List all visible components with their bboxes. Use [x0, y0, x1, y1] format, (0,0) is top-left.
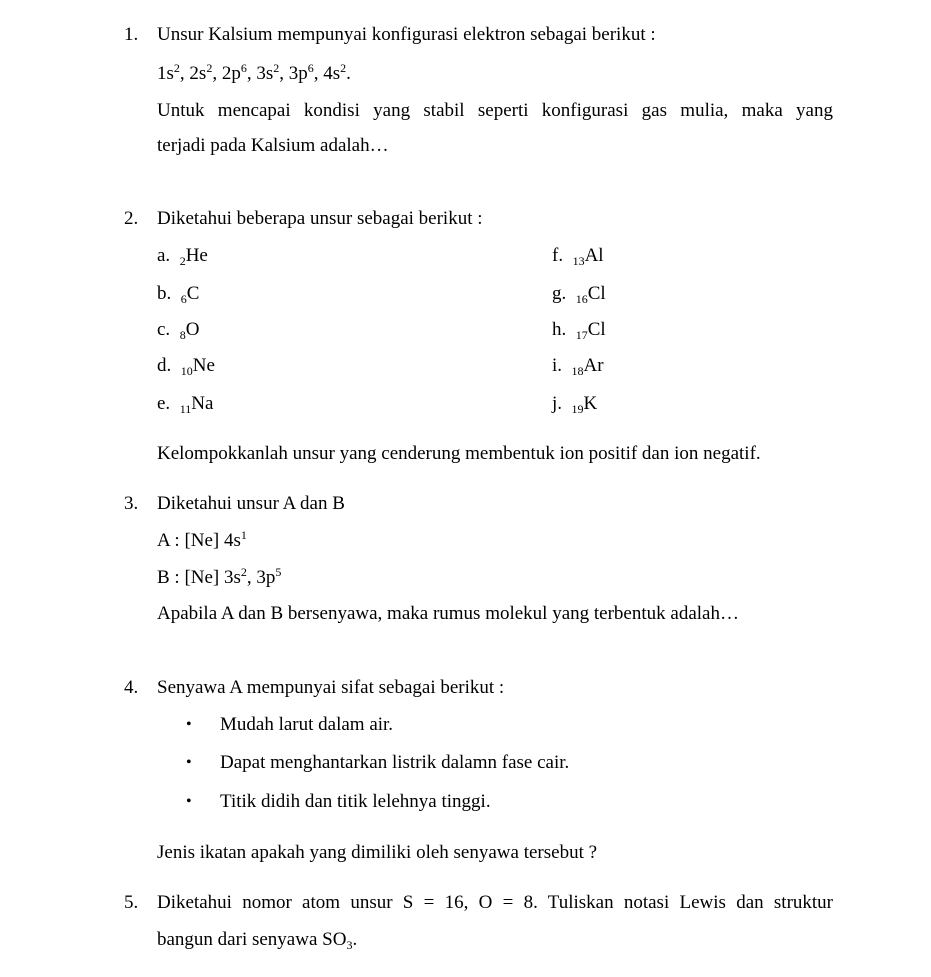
- q4-bullet-1: Mudah larut dalam air.: [220, 714, 394, 735]
- q2-option-d: d. $_{10}$Ne: [157, 355, 215, 378]
- q2-text: Diketahui beberapa unsur sebagai berikut :: [157, 208, 483, 229]
- q2-instruction: Kelompokkanlah unsur yang cenderung membentuk ion positif dan ion negatif.: [157, 443, 761, 464]
- q2-option-g: g. $_{16}$Cl: [552, 283, 606, 306]
- q2-option-c: c. $_8$O: [157, 319, 200, 342]
- q1-config: $1s^2$, $2s^2$, $2p^6$, $3s^2$, $3p^6$, $4s^2$.: [157, 61, 351, 84]
- bullet-icon: •: [186, 754, 192, 771]
- q2-option-h: h. $_{17}$Cl: [552, 319, 606, 342]
- q5-number: 5.: [124, 892, 139, 913]
- q1-paragraph-line2: terjadi pada Kalsium adalah…: [157, 135, 389, 156]
- q3-text: Diketahui unsur A dan B: [157, 493, 345, 514]
- q1-text: Unsur Kalsium mempunyai konfigurasi elektron sebagai berikut :: [157, 24, 656, 45]
- q4-bullet-3: Titik didih dan titik lelehnya tinggi.: [220, 791, 491, 812]
- q4-number: 4.: [124, 677, 139, 698]
- q4-question: Jenis ikatan apakah yang dimiliki oleh senyawa tersebut ?: [157, 842, 598, 863]
- q1-paragraph-line1: Untuk mencapai kondisi yang stabil seperti konfigurasi gas mulia, maka yang: [157, 100, 833, 121]
- q3-config-a: A : [Ne] $4s^1$: [157, 528, 247, 551]
- q2-option-a: a. $_2$He: [157, 245, 208, 268]
- q5-line2: bangun dari senyawa $SO_3$.: [157, 929, 358, 952]
- q3-question: Apabila A dan B bersenyawa, maka rumus molekul yang terbentuk adalah…: [157, 603, 739, 624]
- q4-text: Senyawa A mempunyai sifat sebagai berikut :: [157, 677, 505, 698]
- q3-config-b: B : [Ne] $3s^2$, $3p^5$: [157, 565, 282, 588]
- q5-line1: Diketahui nomor atom unsur S = 16, O = 8. Tuliskan notasi Lewis dan struktur: [157, 892, 833, 913]
- q2-option-f: f. $_{13}$Al: [552, 245, 604, 268]
- bullet-icon: •: [186, 793, 192, 810]
- q2-number: 2.: [124, 208, 139, 229]
- q1-number: 1.: [124, 24, 139, 45]
- q3-number: 3.: [124, 493, 139, 514]
- q2-option-i: i. $_{18}$Ar: [552, 355, 604, 378]
- q2-option-e: e. $_{11}$Na: [157, 393, 214, 416]
- bullet-icon: •: [186, 716, 192, 733]
- q4-bullet-2: Dapat menghantarkan listrik dalamn fase cair.: [220, 752, 570, 773]
- q2-option-b: b. $_6$C: [157, 283, 200, 306]
- q2-option-j: j. $_{19}$K: [552, 393, 598, 416]
